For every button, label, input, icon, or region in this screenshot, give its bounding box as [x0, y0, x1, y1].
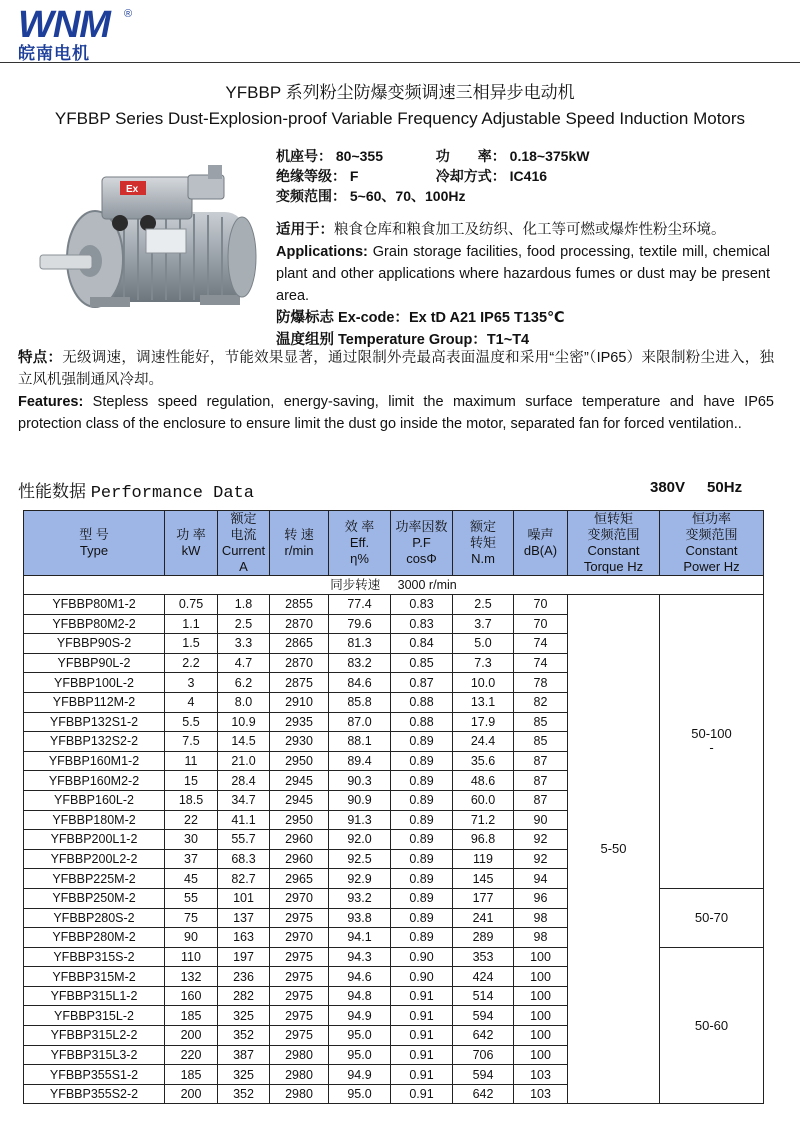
sync-speed-value: 3000 r/min — [397, 578, 457, 592]
cell-current: 325 — [218, 1006, 270, 1026]
cell-kw: 55 — [165, 888, 218, 908]
features-en — [18, 391, 774, 435]
cell-power-factor: 0.90 — [391, 947, 453, 967]
features-cn-label: 特点： — [18, 350, 63, 366]
cell-type: YFBBP280S-2 — [24, 908, 165, 928]
cell-type: YFBBP180M-2 — [24, 810, 165, 830]
cell-noise: 87 — [514, 790, 568, 810]
cell-current: 14.5 — [218, 732, 270, 752]
cell-noise: 100 — [514, 947, 568, 967]
cell-speed: 2855 — [270, 595, 329, 615]
cell-kw: 110 — [165, 947, 218, 967]
cell-torque: 514 — [453, 986, 514, 1006]
cell-kw: 15 — [165, 771, 218, 791]
cell-kw: 185 — [165, 1065, 218, 1085]
cell-efficiency: 90.9 — [329, 790, 391, 810]
cell-noise: 92 — [514, 849, 568, 869]
cell-torque: 96.8 — [453, 830, 514, 850]
cell-type: YFBBP90S-2 — [24, 634, 165, 654]
header-speed: 转 速 r/min — [270, 511, 329, 576]
cell-type: YFBBP315S-2 — [24, 947, 165, 967]
cell-torque: 424 — [453, 967, 514, 987]
cell-current: 68.3 — [218, 849, 270, 869]
cell-kw: 0.75 — [165, 595, 218, 615]
cell-kw: 2.2 — [165, 653, 218, 673]
cell-torque: 2.5 — [453, 595, 514, 615]
cell-type: YFBBP160M2-2 — [24, 771, 165, 791]
header-divider — [0, 62, 800, 63]
cell-current: 82.7 — [218, 869, 270, 889]
constant-power-note: - — [709, 740, 714, 756]
cell-efficiency: 89.4 — [329, 751, 391, 771]
cell-power-factor: 0.91 — [391, 986, 453, 1006]
cell-current: 8.0 — [218, 692, 270, 712]
cell-efficiency: 94.8 — [329, 986, 391, 1006]
header-power-factor: 功率因数 P.F cosΦ — [391, 511, 453, 576]
performance-table — [23, 510, 764, 1104]
cell-speed: 2975 — [270, 947, 329, 967]
cell-speed: 2950 — [270, 751, 329, 771]
cell-efficiency: 92.5 — [329, 849, 391, 869]
company-name-cn: 皖南电机 — [18, 44, 90, 63]
cell-current: 6.2 — [218, 673, 270, 693]
cell-torque: 594 — [453, 1065, 514, 1085]
header-type: 型 号 Type — [24, 511, 165, 576]
spec-row-frame — [276, 146, 589, 166]
cell-power-factor: 0.91 — [391, 1045, 453, 1065]
header-power: 功 率 kW — [165, 511, 218, 576]
cell-noise: 85 — [514, 732, 568, 752]
cell-noise: 100 — [514, 1006, 568, 1026]
cell-current: 236 — [218, 967, 270, 987]
cell-type: YFBBP315M-2 — [24, 967, 165, 987]
temp-group-value: T1~T4 — [486, 332, 530, 348]
frame-label: 机座号： — [276, 148, 332, 164]
header-torque: 额定 转矩 N.m — [453, 511, 514, 576]
constant-power-value: 50-100 — [691, 726, 732, 742]
frequency-value: 50Hz — [707, 479, 743, 496]
cell-torque: 24.4 — [453, 732, 514, 752]
cell-noise: 74 — [514, 653, 568, 673]
constant-power-range — [660, 947, 764, 1104]
cell-type: YFBBP90L-2 — [24, 653, 165, 673]
cell-type: YFBBP200L1-2 — [24, 830, 165, 850]
sync-speed-label: 同步转速 — [330, 578, 381, 592]
cell-torque: 48.6 — [453, 771, 514, 791]
cell-torque: 3.7 — [453, 614, 514, 634]
cell-kw: 90 — [165, 928, 218, 948]
cell-speed: 2930 — [270, 732, 329, 752]
cell-torque: 241 — [453, 908, 514, 928]
cell-speed: 2975 — [270, 986, 329, 1006]
cell-efficiency: 93.8 — [329, 908, 391, 928]
cell-type: YFBBP160L-2 — [24, 790, 165, 810]
cell-torque: 10.0 — [453, 673, 514, 693]
constant-power-value: 50-60 — [694, 1017, 729, 1033]
cell-speed: 2970 — [270, 928, 329, 948]
cell-power-factor: 0.83 — [391, 614, 453, 634]
cell-kw: 45 — [165, 869, 218, 889]
cooling-label: 冷却方式： — [435, 168, 506, 184]
cell-efficiency: 95.0 — [329, 1045, 391, 1065]
cell-noise: 100 — [514, 986, 568, 1006]
header-efficiency: 效 率 Eff. η% — [329, 511, 391, 576]
cell-noise: 87 — [514, 751, 568, 771]
cell-torque: 706 — [453, 1045, 514, 1065]
performance-title-en: Performance Data — [90, 484, 254, 503]
cell-speed: 2870 — [270, 614, 329, 634]
cell-kw: 37 — [165, 849, 218, 869]
temp-group-label: 温度组别 Temperature Group： — [276, 332, 487, 348]
applications-cn-label: 适用于： — [276, 222, 334, 238]
applications-en-text: Grain storage facilities, food processing, textile mill, chemical plant and other applications where hazardous fumes or dust may be present area. — [276, 244, 770, 304]
header-constant-torque: 恒转矩 变频范围 Constant Torque Hz — [568, 511, 660, 576]
cell-efficiency: 92.9 — [329, 869, 391, 889]
cell-kw: 1.5 — [165, 634, 218, 654]
cell-efficiency: 94.1 — [329, 928, 391, 948]
ex-code-label: 防爆标志 Ex-code： — [276, 310, 409, 326]
sync-speed-cell — [24, 576, 764, 595]
cell-noise: 74 — [514, 634, 568, 654]
insulation-label: 绝缘等级： — [276, 168, 346, 184]
cell-type: YFBBP200L2-2 — [24, 849, 165, 869]
cell-current: 41.1 — [218, 810, 270, 830]
cell-current: 21.0 — [218, 751, 270, 771]
cell-noise: 103 — [514, 1084, 568, 1104]
cell-current: 282 — [218, 986, 270, 1006]
cell-torque: 35.6 — [453, 751, 514, 771]
cell-current: 55.7 — [218, 830, 270, 850]
table-header-row — [24, 511, 764, 576]
cell-efficiency: 93.2 — [329, 888, 391, 908]
cell-kw: 30 — [165, 830, 218, 850]
cell-type: YFBBP112M-2 — [24, 692, 165, 712]
cell-type: YFBBP250M-2 — [24, 888, 165, 908]
cell-speed: 2965 — [270, 869, 329, 889]
power-value: 0.18~375kW — [509, 148, 590, 164]
header-constant-power: 恒功率 变频范围 Constant Power Hz — [660, 511, 764, 576]
cell-power-factor: 0.89 — [391, 810, 453, 830]
cell-power-factor: 0.84 — [391, 634, 453, 654]
applications-en — [276, 241, 770, 307]
cell-current: 34.7 — [218, 790, 270, 810]
cell-efficiency: 92.0 — [329, 830, 391, 850]
cell-torque: 642 — [453, 1026, 514, 1046]
cell-noise: 78 — [514, 673, 568, 693]
cell-efficiency: 85.8 — [329, 692, 391, 712]
cell-kw: 5.5 — [165, 712, 218, 732]
cell-kw: 18.5 — [165, 790, 218, 810]
cell-efficiency: 95.0 — [329, 1026, 391, 1046]
page-title-cn: YFBBP 系列粉尘防爆变频调速三相异步电动机 — [225, 83, 575, 102]
applications-block — [276, 219, 770, 351]
cell-kw: 11 — [165, 751, 218, 771]
cell-kw: 7.5 — [165, 732, 218, 752]
cell-noise: 98 — [514, 908, 568, 928]
cell-current: 325 — [218, 1065, 270, 1085]
cell-torque: 642 — [453, 1084, 514, 1104]
cell-kw: 160 — [165, 986, 218, 1006]
cell-efficiency: 87.0 — [329, 712, 391, 732]
cell-noise: 100 — [514, 967, 568, 987]
page-title-en: YFBBP Series Dust-Explosion-proof Variable Frequency Adjustable Speed Induction Motors — [54, 109, 746, 128]
cell-type: YFBBP315L-2 — [24, 1006, 165, 1026]
cell-kw: 22 — [165, 810, 218, 830]
range-value: 5~60、70、100Hz — [349, 188, 466, 204]
spec-block — [276, 146, 589, 206]
cell-type: YFBBP280M-2 — [24, 928, 165, 948]
cell-power-factor: 0.91 — [391, 1065, 453, 1085]
constant-power-value: 50-70 — [694, 909, 729, 925]
features-en-text: Stepless speed regulation, energy-saving, limit the maximum surface temperature and have IP65 protection class of the enclosure to ensure limit the dust go inside the motor, separated fan for forced ventilation.. — [18, 394, 774, 432]
cell-power-factor: 0.83 — [391, 595, 453, 615]
voltage-value: 380V — [650, 479, 686, 496]
cell-speed: 2980 — [270, 1065, 329, 1085]
cell-power-factor: 0.89 — [391, 771, 453, 791]
cell-noise: 103 — [514, 1065, 568, 1085]
range-label: 变频范围： — [276, 188, 346, 204]
cell-efficiency: 94.9 — [329, 1065, 391, 1085]
applications-en-label: Applications: — [276, 244, 368, 260]
cell-speed: 2970 — [270, 888, 329, 908]
cell-power-factor: 0.89 — [391, 928, 453, 948]
cell-power-factor: 0.89 — [391, 732, 453, 752]
cell-type: YFBBP355S2-2 — [24, 1084, 165, 1104]
cell-kw: 4 — [165, 692, 218, 712]
spec-row-insulation — [276, 166, 589, 186]
cell-power-factor: 0.87 — [391, 673, 453, 693]
cell-efficiency: 94.9 — [329, 1006, 391, 1026]
performance-conditions — [650, 479, 742, 496]
cell-current: 3.3 — [218, 634, 270, 654]
cell-noise: 87 — [514, 771, 568, 791]
cell-type: YFBBP132S2-2 — [24, 732, 165, 752]
company-logo — [18, 6, 138, 64]
cooling-value: IC416 — [509, 168, 548, 184]
cell-current: 4.7 — [218, 653, 270, 673]
performance-title-cn: 性能数据 — [18, 482, 86, 501]
cell-speed: 2935 — [270, 712, 329, 732]
cell-speed: 2875 — [270, 673, 329, 693]
features-block — [18, 347, 774, 435]
cell-power-factor: 0.89 — [391, 751, 453, 771]
cell-efficiency: 94.6 — [329, 967, 391, 987]
cell-current: 101 — [218, 888, 270, 908]
cell-power-factor: 0.89 — [391, 790, 453, 810]
cell-speed: 2960 — [270, 830, 329, 850]
cell-current: 137 — [218, 908, 270, 928]
cell-speed: 2975 — [270, 1026, 329, 1046]
ex-code-value: Ex tD A21 IP65 T135℃ — [408, 310, 565, 326]
cell-noise: 92 — [514, 830, 568, 850]
cell-noise: 90 — [514, 810, 568, 830]
cell-type: YFBBP315L2-2 — [24, 1026, 165, 1046]
cell-speed: 2945 — [270, 790, 329, 810]
cell-torque: 353 — [453, 947, 514, 967]
cell-noise: 70 — [514, 614, 568, 634]
cell-speed: 2980 — [270, 1045, 329, 1065]
logo-mark: WNM — [18, 4, 110, 46]
cell-noise: 100 — [514, 1026, 568, 1046]
cell-noise: 96 — [514, 888, 568, 908]
cell-speed: 2975 — [270, 967, 329, 987]
cell-noise: 100 — [514, 1045, 568, 1065]
features-cn-text: 无级调速，调速性能好，节能效果显著，通过限制外壳最高表面温度和采用“尘密”（IP65）来限制粉尘进入，独立风机强制通风冷却。 — [18, 350, 774, 388]
cell-kw: 1.1 — [165, 614, 218, 634]
cell-efficiency: 95.0 — [329, 1084, 391, 1104]
registered-mark: ® — [124, 8, 133, 20]
cell-efficiency: 81.3 — [329, 634, 391, 654]
header-noise: 噪声 dB(A) — [514, 511, 568, 576]
applications-cn-text: 粮食仓库和粮食加工及纺织、化工等可燃或爆炸性粉尘环境。 — [334, 222, 726, 238]
cell-efficiency: 94.3 — [329, 947, 391, 967]
ex-code-row — [276, 307, 770, 329]
constant-power-range — [660, 888, 764, 947]
cell-kw: 3 — [165, 673, 218, 693]
cell-type: YFBBP80M1-2 — [24, 595, 165, 615]
cell-speed: 2975 — [270, 1006, 329, 1026]
cell-efficiency: 88.1 — [329, 732, 391, 752]
cell-power-factor: 0.91 — [391, 1006, 453, 1026]
cell-current: 197 — [218, 947, 270, 967]
cell-type: YFBBP100L-2 — [24, 673, 165, 693]
performance-title — [18, 477, 254, 503]
cell-torque: 7.3 — [453, 653, 514, 673]
cell-kw: 200 — [165, 1084, 218, 1104]
cell-noise: 98 — [514, 928, 568, 948]
cell-power-factor: 0.89 — [391, 830, 453, 850]
cell-kw: 200 — [165, 1026, 218, 1046]
cell-torque: 71.2 — [453, 810, 514, 830]
cell-speed: 2865 — [270, 634, 329, 654]
cell-power-factor: 0.90 — [391, 967, 453, 987]
cell-power-factor: 0.85 — [391, 653, 453, 673]
cell-type: YFBBP315L1-2 — [24, 986, 165, 1006]
sync-speed-row — [24, 576, 764, 595]
cell-kw: 75 — [165, 908, 218, 928]
spec-row-range — [276, 186, 589, 206]
cell-speed: 2910 — [270, 692, 329, 712]
cell-power-factor: 0.89 — [391, 888, 453, 908]
cell-speed: 2975 — [270, 908, 329, 928]
cell-current: 163 — [218, 928, 270, 948]
cell-torque: 17.9 — [453, 712, 514, 732]
constant-torque-range: 5-50 — [568, 595, 660, 1104]
cell-efficiency: 84.6 — [329, 673, 391, 693]
cell-efficiency: 79.6 — [329, 614, 391, 634]
cell-power-factor: 0.89 — [391, 908, 453, 928]
cell-current: 2.5 — [218, 614, 270, 634]
cell-efficiency: 83.2 — [329, 653, 391, 673]
cell-power-factor: 0.89 — [391, 869, 453, 889]
cell-torque: 13.1 — [453, 692, 514, 712]
cell-speed: 2950 — [270, 810, 329, 830]
cell-current: 352 — [218, 1084, 270, 1104]
cell-noise: 70 — [514, 595, 568, 615]
cell-torque: 60.0 — [453, 790, 514, 810]
cell-torque: 119 — [453, 849, 514, 869]
cell-speed: 2980 — [270, 1084, 329, 1104]
cell-current: 352 — [218, 1026, 270, 1046]
cell-type: YFBBP80M2-2 — [24, 614, 165, 634]
cell-speed: 2870 — [270, 653, 329, 673]
features-en-label: Features: — [18, 394, 84, 410]
cell-speed: 2960 — [270, 849, 329, 869]
cell-current: 10.9 — [218, 712, 270, 732]
cell-kw: 132 — [165, 967, 218, 987]
cell-type: YFBBP132S1-2 — [24, 712, 165, 732]
frame-value: 80~355 — [335, 148, 383, 164]
header-current: 额定 电流 Current A — [218, 511, 270, 576]
cell-type: YFBBP160M1-2 — [24, 751, 165, 771]
cell-kw: 185 — [165, 1006, 218, 1026]
cell-power-factor: 0.88 — [391, 712, 453, 732]
cell-speed: 2945 — [270, 771, 329, 791]
cell-torque: 145 — [453, 869, 514, 889]
motor-photo — [20, 157, 265, 345]
cell-efficiency: 90.3 — [329, 771, 391, 791]
cell-current: 387 — [218, 1045, 270, 1065]
cell-power-factor: 0.88 — [391, 692, 453, 712]
cell-power-factor: 0.91 — [391, 1026, 453, 1046]
table-row — [24, 595, 764, 615]
cell-noise: 85 — [514, 712, 568, 732]
cell-type: YFBBP225M-2 — [24, 869, 165, 889]
cell-type: YFBBP355S1-2 — [24, 1065, 165, 1085]
cell-current: 1.8 — [218, 595, 270, 615]
cell-noise: 82 — [514, 692, 568, 712]
cell-efficiency: 91.3 — [329, 810, 391, 830]
insulation-value: F — [349, 168, 359, 184]
power-label: 功 率： — [435, 148, 506, 164]
cell-noise: 94 — [514, 869, 568, 889]
ex-label: Ex — [126, 184, 139, 195]
cell-type: YFBBP315L3-2 — [24, 1045, 165, 1065]
cell-torque: 594 — [453, 1006, 514, 1026]
constant-power-range — [660, 595, 764, 889]
cell-torque: 289 — [453, 928, 514, 948]
cell-kw: 220 — [165, 1045, 218, 1065]
cell-torque: 177 — [453, 888, 514, 908]
features-cn — [18, 347, 774, 391]
cell-power-factor: 0.89 — [391, 849, 453, 869]
cell-power-factor: 0.91 — [391, 1084, 453, 1104]
applications-cn — [276, 219, 770, 241]
cell-torque: 5.0 — [453, 634, 514, 654]
cell-efficiency: 77.4 — [329, 595, 391, 615]
cell-current: 28.4 — [218, 771, 270, 791]
